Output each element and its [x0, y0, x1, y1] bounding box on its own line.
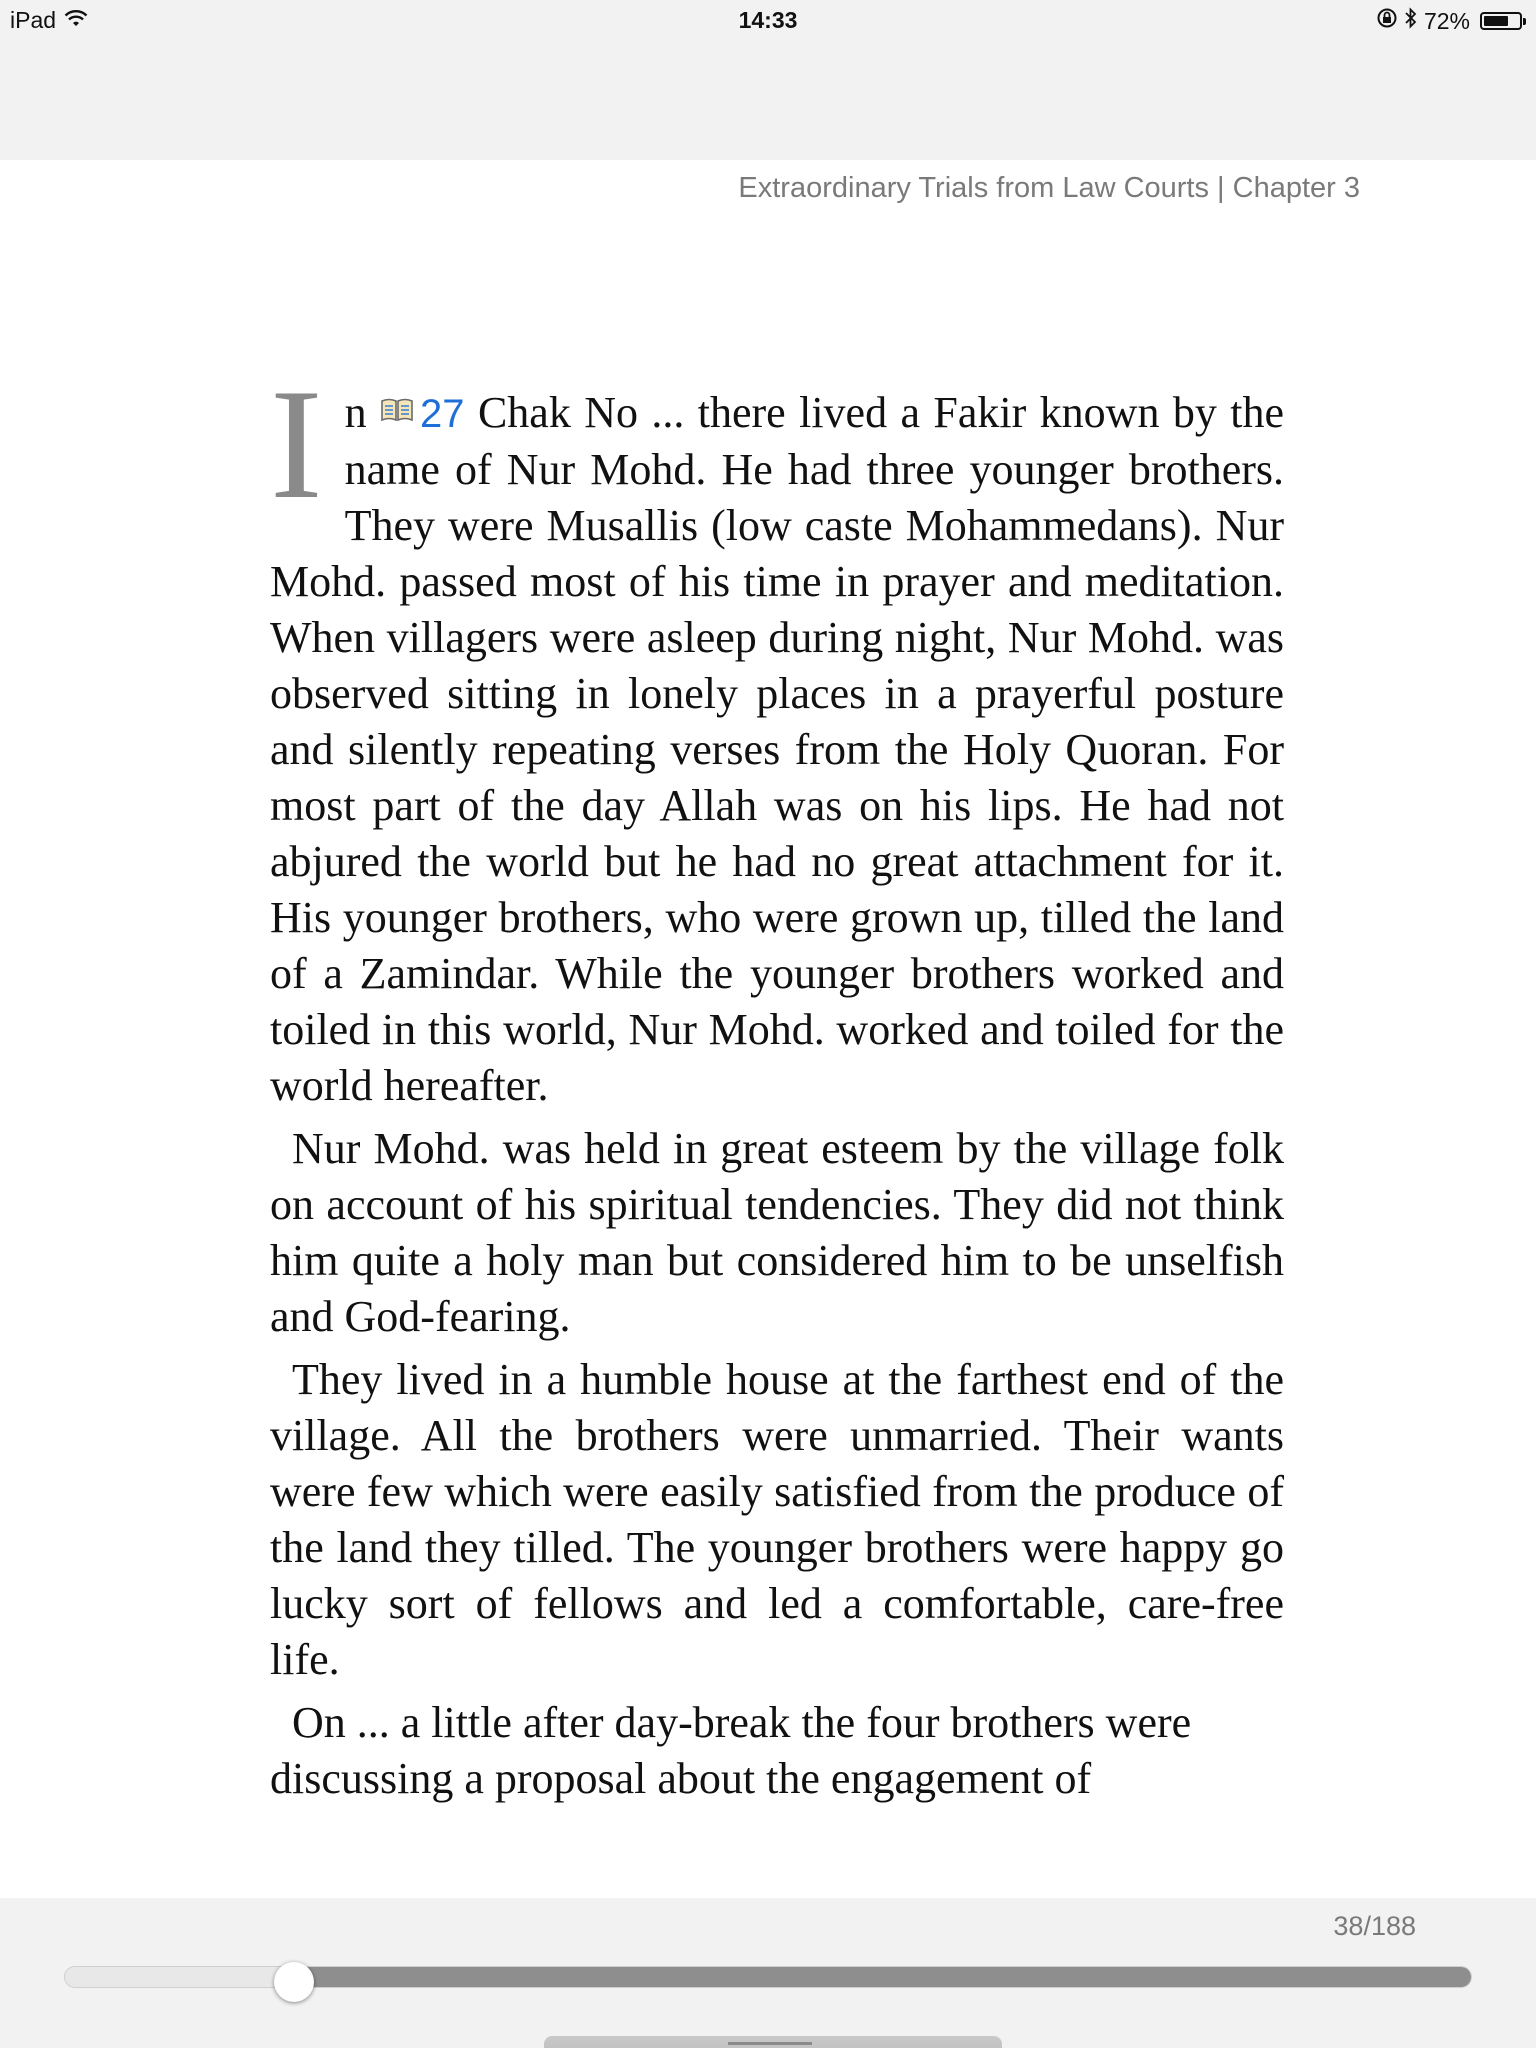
page-indicator: 38/188 — [1333, 1911, 1416, 1941]
battery-icon — [1480, 12, 1522, 30]
paragraph-3: They lived in a humble house at the farthest end of the village. All the brothers were unmarried. Their wants were few which were easily satisfied from the produce of the land they tilled. The younger brothers were happy go lucky sort of fellows and led a comfortable, care-free life. — [270, 1355, 1284, 1684]
status-right — [1376, 7, 1522, 35]
book-page-text — [270, 357, 1285, 1807]
battery-fill — [1484, 16, 1508, 26]
drop-cap: I — [270, 357, 323, 532]
footnote-number: 27 — [420, 392, 465, 436]
device-name: iPad — [10, 7, 57, 33]
drawer-handle[interactable] — [544, 2036, 1002, 2048]
paragraph-2: Nur Mohd. was held in great esteem by the village folk on account of his spiritual tendencies. They did not think him quite a holy man but considered him to be unselfish and God-fearing. — [270, 1124, 1284, 1341]
running-header: Extraordinary Trials from Law Courts | Chapter 3 — [738, 172, 1360, 204]
footnote-link[interactable] — [380, 392, 465, 436]
status-bar — [0, 0, 1536, 40]
page-scrubber-remaining — [295, 1967, 1472, 1987]
paragraph-1-text: Chak No ... there lived a Fakir known by the name of Nur Mohd. He had three younger brothers. They were Musallis (low caste Mohammedans). Nur Mohd. passed most of his time in prayer and meditation. When villagers were asleep during night, Nur Mohd. was observed sitting in lonely places in a prayerful posture and silently repeating verses from the Holy Quoran. For most part of the day Allah was on his lips. He had not abjured the world but he had no great attachment for it. His younger brothers, who were grown up, tilled the land of a Zamindar. While the younger brothers worked and toiled in this world, Nur Mohd. worked and toiled for the world hereafter. — [270, 388, 1285, 1110]
paragraph-4: On ... a little after day-break the four brothers were discussing a proposal about the engagement of — [270, 1698, 1192, 1803]
page-scrubber-thumb[interactable] — [274, 1962, 314, 2002]
book-icon — [380, 382, 414, 408]
grip-icon — [728, 2042, 812, 2048]
battery-percent: 72% — [1423, 7, 1470, 34]
clock: 14:33 — [738, 7, 798, 33]
orientation-lock-icon — [1376, 7, 1398, 35]
reader-top-toolbar[interactable] — [0, 40, 1536, 160]
paragraph-1 — [270, 357, 1285, 1114]
first-word-rest: n — [344, 388, 367, 437]
bluetooth-icon — [1404, 7, 1418, 35]
